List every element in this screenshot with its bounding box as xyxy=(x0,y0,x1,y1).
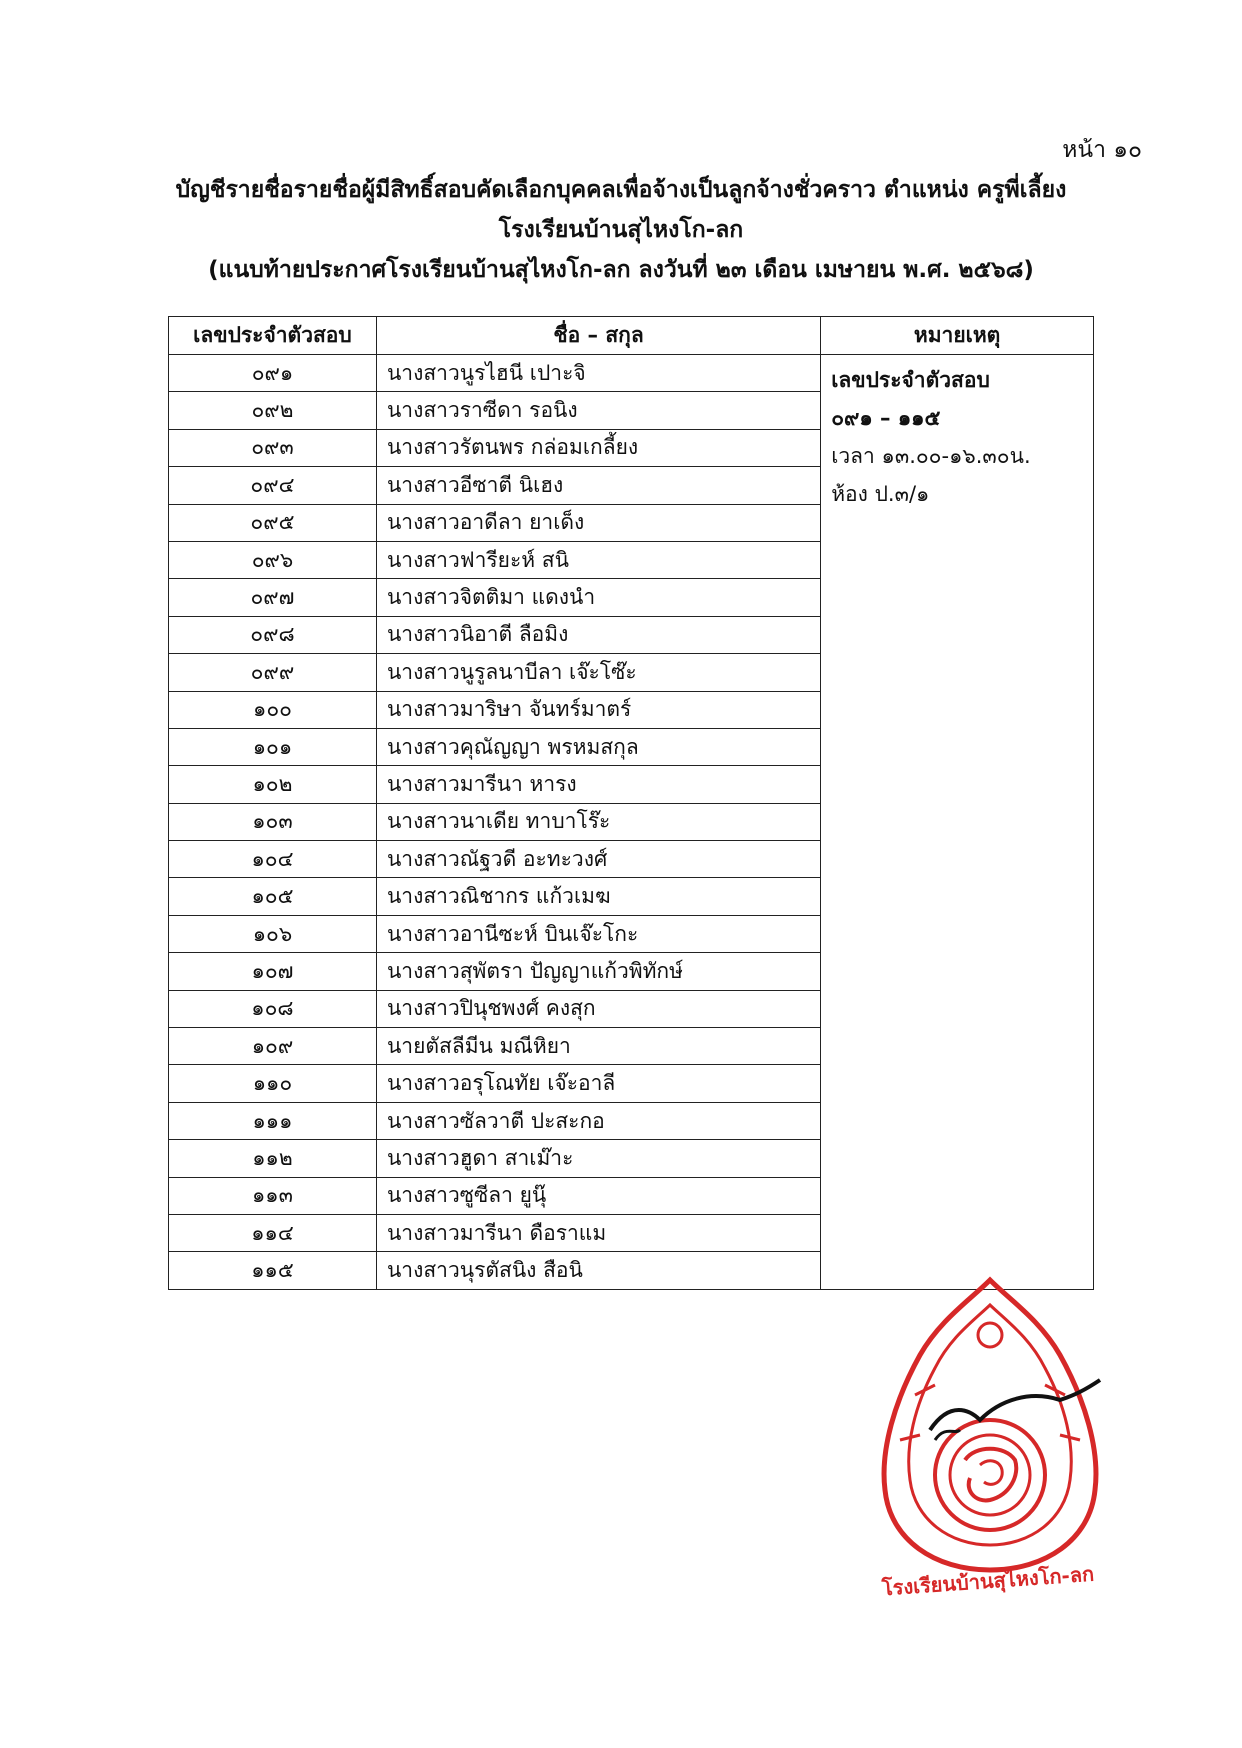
exam-id-cell: ๑๑๐ xyxy=(169,1065,377,1102)
document-title: บัญชีรายชื่อรายชื่อผู้มีสิทธิ์สอบคัดเลือกบุคคลเพื่อจ้างเป็นลูกจ้างชั่วคราว ตำแหน่ง ครูพี่เลี้ยง xyxy=(175,177,1067,203)
candidate-name-cell: นางสาวฮูดา สาเม๊าะ xyxy=(376,1140,820,1177)
exam-id-cell: ๑๐๓ xyxy=(169,803,377,840)
candidate-name-cell: นางสาวมาริษา จันทร์มาตร์ xyxy=(376,691,820,728)
remark-cell xyxy=(821,355,1094,1290)
exam-id-cell: ๑๑๔ xyxy=(169,1214,377,1251)
page-number: หน้า ๑๐ xyxy=(1062,137,1142,163)
seal-caption: โรงเรียนบ้านสุไหงโก-ลก xyxy=(881,1561,1095,1601)
exam-id-cell: ๐๙๗ xyxy=(169,579,377,616)
exam-id-cell: ๐๙๔ xyxy=(169,467,377,504)
exam-id-cell: ๑๐๖ xyxy=(169,915,377,952)
exam-id-cell: ๑๐๒ xyxy=(169,766,377,803)
table-row xyxy=(169,355,1094,392)
remark-exam-time: เวลา ๑๓.๐๐-๑๖.๓๐น. xyxy=(831,444,1031,468)
column-header-name: ชื่อ – สกุล xyxy=(376,317,820,355)
table-header-row xyxy=(169,317,1094,355)
candidate-name-cell: นางสาวสุพัตรา ปัญญาแก้วพิทักษ์ xyxy=(376,953,820,990)
exam-id-cell: ๑๐๔ xyxy=(169,841,377,878)
exam-id-cell: ๑๑๑ xyxy=(169,1102,377,1139)
candidate-name-cell: นางสาวปินุชพงศ์ คงสุก xyxy=(376,990,820,1027)
exam-id-cell: ๑๐๗ xyxy=(169,953,377,990)
candidate-name-cell: นางสาวนิอาตี ลือมิง xyxy=(376,616,820,653)
candidate-name-cell: นางสาวจิตติมา แดงนำ xyxy=(376,579,820,616)
school-name-heading: โรงเรียนบ้านสุไหงโก-ลก xyxy=(498,217,744,243)
exam-id-cell: ๑๐๕ xyxy=(169,878,377,915)
exam-id-cell: ๑๑๕ xyxy=(169,1252,377,1289)
candidate-name-cell: นางสาวอานีซะห์ บินเจ๊ะโกะ xyxy=(376,915,820,952)
candidate-name-cell: นางสาวนูรูลนาบีลา เจ๊ะโซ๊ะ xyxy=(376,654,820,691)
candidate-name-cell: นางสาวคุณัญญา พรหมสกุล xyxy=(376,728,820,765)
exam-id-cell: ๐๙๑ xyxy=(169,355,377,392)
candidate-name-cell: นางสาวมารีนา ดือราแม xyxy=(376,1214,820,1251)
remark-exam-id-label: เลขประจำตัวสอบ xyxy=(831,368,990,392)
candidate-name-cell: นางสาวซัลวาตี ปะสะกอ xyxy=(376,1102,820,1139)
candidate-name-cell: นางสาวราซีดา รอนิง xyxy=(376,392,820,429)
candidate-name-cell: นางสาวมารีนา หารง xyxy=(376,766,820,803)
remark-exam-room: ห้อง ป.๓/๑ xyxy=(831,482,930,506)
exam-id-cell: ๐๙๙ xyxy=(169,654,377,691)
exam-id-cell: ๑๑๓ xyxy=(169,1177,377,1214)
exam-id-cell: ๐๙๒ xyxy=(169,392,377,429)
exam-id-cell: ๐๙๕ xyxy=(169,504,377,541)
candidate-name-cell: นางสาวณิชากร แก้วเมฆ xyxy=(376,878,820,915)
candidate-name-cell: นางสาวอรุโณทัย เจ๊ะอาลี xyxy=(376,1065,820,1102)
exam-id-cell: ๑๐๑ xyxy=(169,728,377,765)
candidate-name-cell: นายตัสลีมีน มณีหิยา xyxy=(376,1028,820,1065)
candidate-name-cell: นางสาวณัฐวดี อะทะวงศ์ xyxy=(376,841,820,878)
candidate-name-cell: นางสาวนุรตัสนิง สือนิ xyxy=(376,1252,820,1289)
table-body xyxy=(169,355,1094,1290)
exam-id-cell: ๐๙๘ xyxy=(169,616,377,653)
candidate-name-cell: นางสาวซูซีลา ยูนุ๊ xyxy=(376,1177,820,1214)
exam-id-cell: ๐๙๓ xyxy=(169,429,377,466)
exam-id-cell: ๑๑๒ xyxy=(169,1140,377,1177)
candidate-name-cell: นางสาวฟารียะห์ สนิ xyxy=(376,541,820,578)
exam-id-cell: ๑๐๙ xyxy=(169,1028,377,1065)
candidate-name-cell: นางสาวนาเดีย ทาบาโร๊ะ xyxy=(376,803,820,840)
column-header-exam-id: เลขประจำตัวสอบ xyxy=(169,317,377,355)
candidate-name-cell: นางสาวอาดีลา ยาเด็ง xyxy=(376,504,820,541)
candidate-name-cell: นางสาวนูรไฮนี เปาะจิ xyxy=(376,355,820,392)
exam-id-cell: ๑๐๘ xyxy=(169,990,377,1027)
exam-id-cell: ๐๙๖ xyxy=(169,541,377,578)
column-header-remark: หมายเหตุ xyxy=(821,317,1094,355)
candidate-name-cell: นางสาวรัตนพร กล่อมเกลี้ยง xyxy=(376,429,820,466)
announcement-reference: (แนบท้ายประกาศโรงเรียนบ้านสุไหงโก-ลก ลงวันที่ ๒๓ เดือน เมษายน พ.ศ. ๒๕๖๘) xyxy=(208,257,1034,283)
remark-exam-id-range: ๐๙๑ – ๑๑๕ xyxy=(831,406,941,430)
candidate-name-cell: นางสาวอีซาตี นิเฮง xyxy=(376,467,820,504)
candidate-table xyxy=(168,316,1094,1290)
exam-id-cell: ๑๐๐ xyxy=(169,691,377,728)
